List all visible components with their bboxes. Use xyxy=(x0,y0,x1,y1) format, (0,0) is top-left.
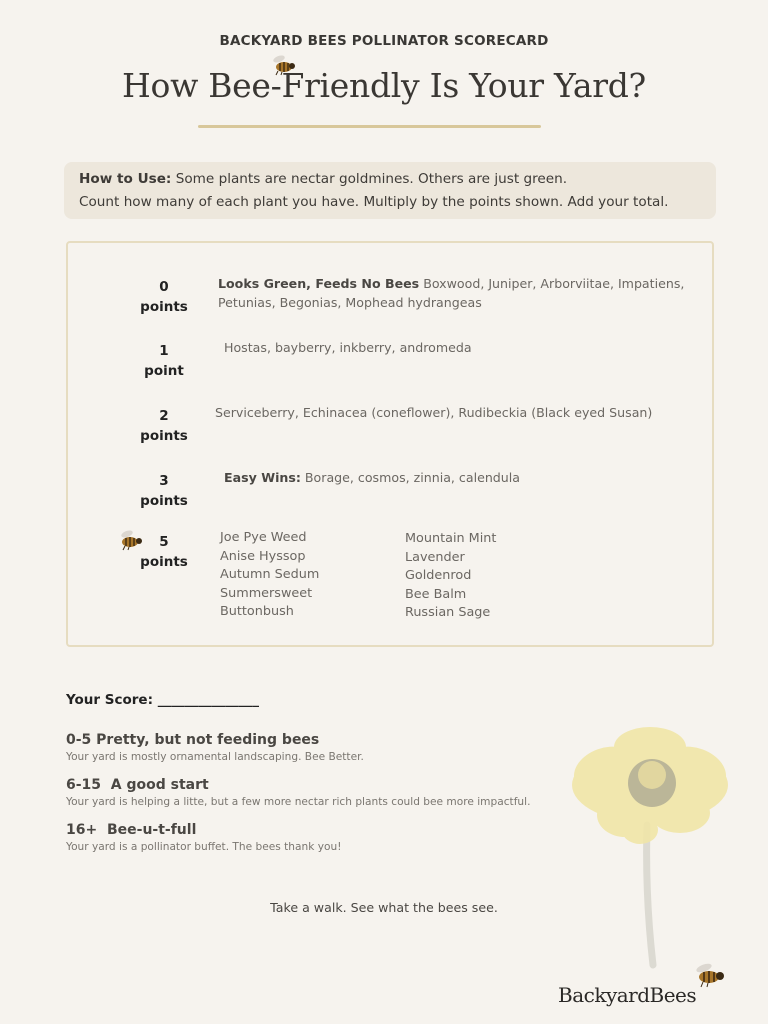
points-value: 0 xyxy=(159,279,169,295)
how-to-box xyxy=(64,162,716,219)
result-6-15 xyxy=(66,777,566,808)
title-divider xyxy=(198,125,541,128)
tier-1-plants: Hostas, bayberry, inkberry, andromeda xyxy=(224,340,472,355)
result-0-5 xyxy=(66,732,566,763)
how-to-line2: Count how many of each plant you have. Multiply by the points shown. Add your total. xyxy=(79,193,669,210)
score-blank[interactable]: _______________ xyxy=(157,692,259,708)
points-value: 1 xyxy=(159,343,169,359)
plant-item: Lavender xyxy=(405,549,465,565)
score-line xyxy=(66,692,259,708)
result-desc: Your yard is helping a litte, but a few more nectar rich plants could bee more impactful. xyxy=(66,796,531,808)
points-value: 3 xyxy=(159,473,169,489)
result-range: 6-15 xyxy=(66,777,102,793)
tier-0-points xyxy=(129,277,199,317)
plant-item: Goldenrod xyxy=(405,568,472,583)
result-16-plus xyxy=(66,822,566,853)
points-value: 5 xyxy=(159,534,169,550)
tier-2-points xyxy=(129,406,199,446)
result-desc: Your yard is mostly ornamental landscaping. Bee Better. xyxy=(66,751,364,763)
points-unit: point xyxy=(144,363,184,379)
tier-1-points xyxy=(129,341,199,381)
result-desc: Your yard is a pollinator buffet. The bees thank you! xyxy=(66,841,342,853)
how-to-line1: Some plants are nectar goldmines. Others are just green. xyxy=(175,171,568,187)
page-title: How Bee-Friendly Is Your Yard? xyxy=(122,66,646,105)
tier-3-plant-list: Borage, cosmos, zinnia, calendula xyxy=(304,470,520,485)
plant-item: Joe Pye Weed xyxy=(220,530,307,545)
tier-0-plants xyxy=(218,274,688,312)
tier-5-plants-col1 xyxy=(220,529,319,622)
result-range: 16+ xyxy=(66,822,98,838)
plant-item: Mountain Mint xyxy=(405,531,497,546)
points-unit: points xyxy=(140,493,188,509)
tier-3-plants xyxy=(224,468,684,487)
plant-item: Bee Balm xyxy=(405,586,467,602)
brand-logo: BackyardBees xyxy=(558,983,697,1007)
result-title: Bee-u-t-full xyxy=(106,822,197,838)
score-label: Your Score: xyxy=(66,692,153,708)
tier-2-plants: Serviceberry, Echinacea (coneflower), Rudibeckia (Black eyed Susan) xyxy=(215,405,653,420)
tier-3-lead: Easy Wins: xyxy=(224,470,301,485)
tier-5-points xyxy=(129,532,199,572)
plant-item: Anise Hyssop xyxy=(220,548,306,564)
points-value: 2 xyxy=(159,408,169,424)
plant-item: Autumn Sedum xyxy=(220,567,320,582)
plant-item: Summersweet xyxy=(220,585,313,601)
points-unit: points xyxy=(140,554,188,570)
tier-3-points xyxy=(129,471,199,511)
how-to-label: How to Use: xyxy=(79,171,172,187)
tier-5-plants-col2 xyxy=(405,530,496,623)
points-unit: points xyxy=(140,428,188,444)
points-unit: points xyxy=(140,299,188,315)
tier-0-lead: Looks Green, Feeds No Bees xyxy=(218,276,420,291)
tier-0-plant-list: Boxwood, Juniper, Arborviitae, Impatiens, Petunias, Begonias, Mophead hydrangeas xyxy=(218,276,685,310)
plant-item: Russian Sage xyxy=(405,605,491,620)
result-title: Pretty, but not feeding bees xyxy=(96,732,320,748)
plant-item: Buttonbush xyxy=(220,604,294,619)
bee-icon xyxy=(694,962,726,988)
eyebrow-title: BACKYARD BEES POLLINATOR SCORECARD xyxy=(219,33,549,49)
result-range: 0-5 xyxy=(66,732,92,748)
zinnia-flower-illustration xyxy=(565,725,735,975)
result-title: A good start xyxy=(110,777,209,793)
tagline: Take a walk. See what the bees see. xyxy=(270,900,498,915)
